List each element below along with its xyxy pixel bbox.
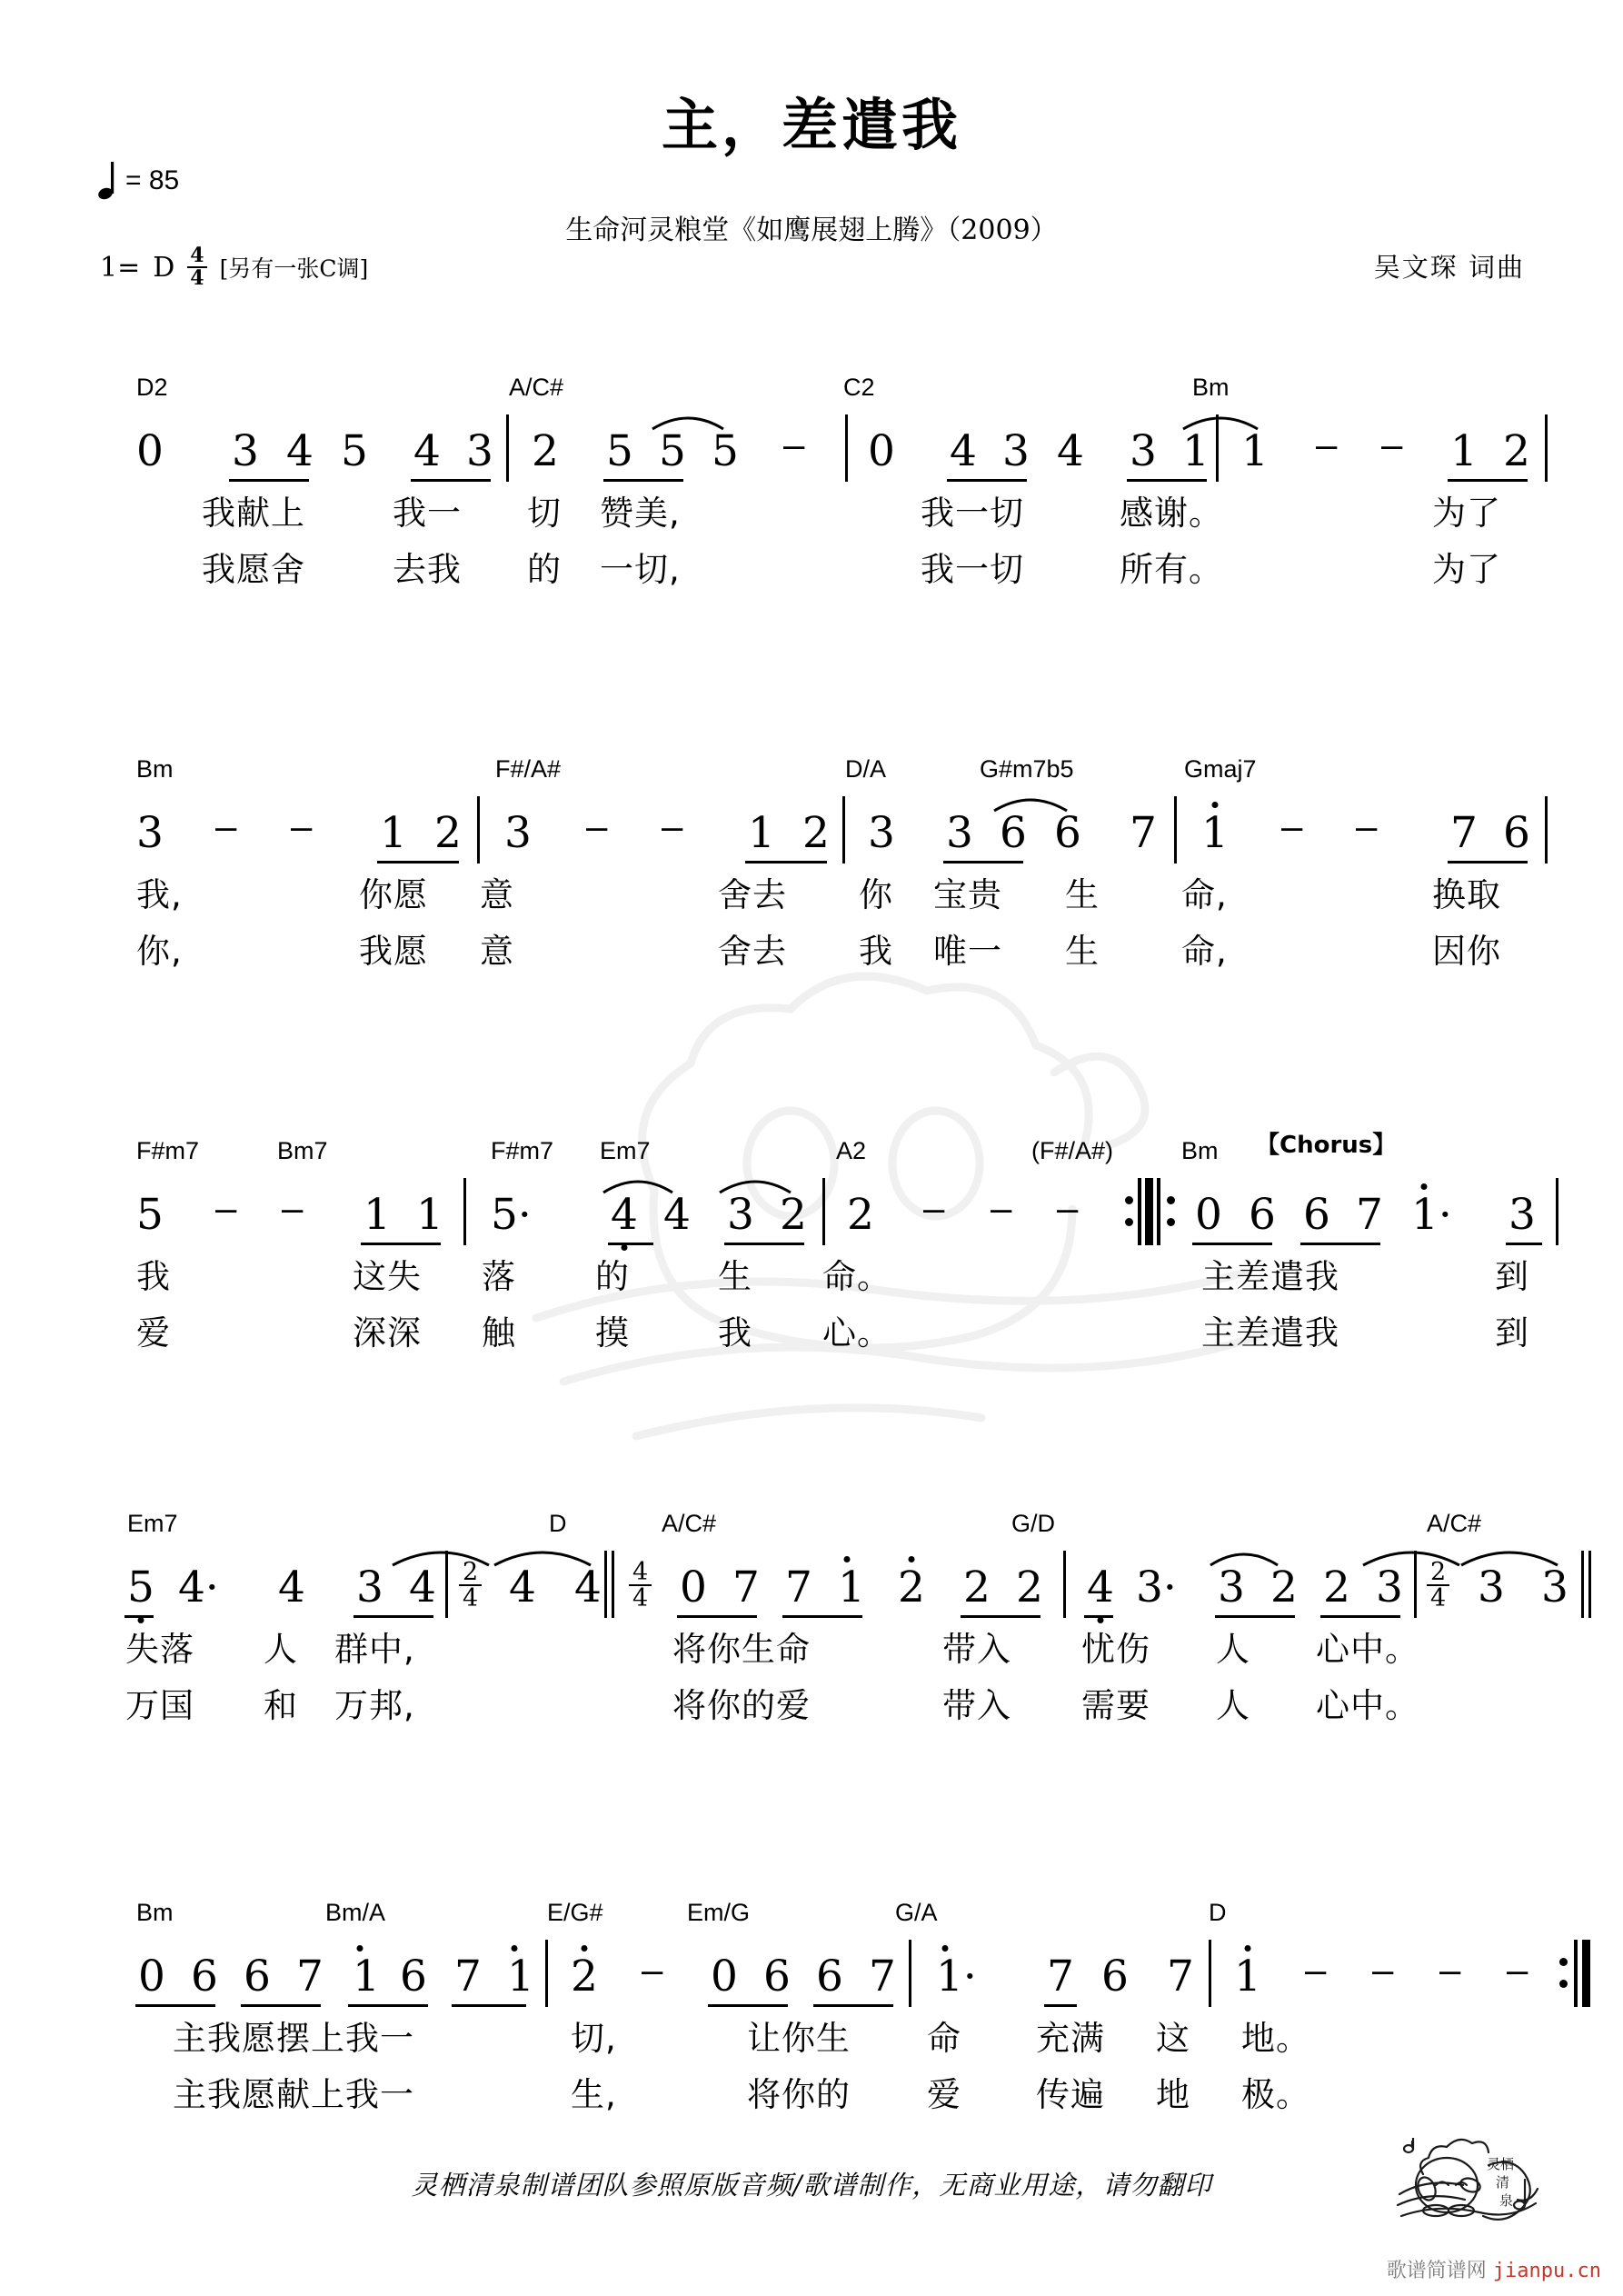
- note: 3: [727, 1190, 754, 1240]
- note: –: [1439, 1948, 1461, 1991]
- note: 1: [380, 808, 407, 858]
- lyric: 万邦,: [334, 1686, 415, 1725]
- lyric: 意: [480, 932, 514, 971]
- page-title: 主，差遣我: [661, 92, 961, 158]
- note: –: [1372, 1948, 1394, 1991]
- note: –: [1305, 1948, 1327, 1991]
- note: 3: [1218, 1562, 1245, 1612]
- note: –: [923, 1186, 945, 1229]
- lyric: 的: [527, 550, 562, 589]
- time-signature-numerator: 2: [1427, 1560, 1449, 1586]
- note: [127, 1562, 154, 1612]
- lyric: 我献上: [202, 494, 305, 533]
- note: 6: [1101, 1952, 1129, 2002]
- lyric: 你,: [136, 932, 183, 971]
- system-3: [0, 1127, 1623, 1362]
- note: 6: [1054, 808, 1081, 858]
- time-signature-denominator: 4: [190, 266, 204, 291]
- lyric: 深深: [353, 1313, 422, 1353]
- chord-symbol: Bm: [136, 755, 174, 783]
- note: 1: [1241, 426, 1269, 476]
- time-signature-denominator: 4: [463, 1584, 479, 1612]
- system-2: [0, 745, 1623, 980]
- lyric: 生,: [571, 2075, 617, 2114]
- note: 4: [663, 1190, 691, 1240]
- lyric-row-2: [0, 2067, 1623, 2123]
- note: 6: [763, 1952, 791, 2002]
- chord-symbol: Gmaj7: [1184, 755, 1257, 783]
- note-digit: 4: [611, 1190, 638, 1240]
- time-signature-numerator: 4: [629, 1560, 652, 1586]
- lyric: 生: [1065, 932, 1100, 971]
- lyric: 爱: [136, 1313, 171, 1353]
- chord-symbol: D: [1209, 1899, 1227, 1926]
- quarter-note-icon: [98, 160, 118, 202]
- lyric: 唯一: [933, 932, 1002, 971]
- note: 3·: [1136, 1562, 1177, 1612]
- note: 7: [1356, 1190, 1383, 1240]
- lyric: 我一切: [921, 494, 1024, 533]
- note: 2: [434, 808, 462, 858]
- note: 6: [1249, 1190, 1276, 1240]
- note: 7: [869, 1952, 896, 2002]
- lyric-row-1: [0, 485, 1623, 542]
- lyric: 意: [480, 875, 514, 914]
- note-row: [0, 1927, 1623, 2011]
- lyric: 宝贵: [933, 875, 1002, 914]
- note-digit: 1·: [1411, 1190, 1452, 1240]
- lyric: 极。: [1241, 2075, 1310, 2114]
- lyric: 万国: [125, 1686, 194, 1725]
- composer-credit: 吴文琛 词曲: [1373, 252, 1525, 283]
- note: 2: [963, 1562, 991, 1612]
- note: 3: [356, 1562, 383, 1612]
- chord-row: [0, 1127, 1623, 1165]
- note: 2: [780, 1190, 807, 1240]
- lyric: 爱: [927, 2075, 961, 2114]
- double-barline-icon: [604, 1551, 621, 1618]
- note: [353, 1952, 380, 2002]
- lyric: 换取: [1432, 875, 1501, 914]
- note: 5: [136, 1190, 164, 1240]
- note: –: [1057, 1186, 1079, 1229]
- note: 4: [413, 426, 441, 476]
- note: 2: [1016, 1562, 1043, 1612]
- note: –: [1381, 423, 1403, 465]
- note: [898, 1562, 925, 1612]
- lyric: 我: [859, 932, 893, 971]
- note: 3: [1508, 1190, 1536, 1240]
- lyric: 这: [1156, 2019, 1190, 2058]
- lyric-row-1: [0, 2011, 1623, 2067]
- chord-symbol: Bm: [136, 1899, 174, 1926]
- site-watermark: [1387, 2255, 1601, 2283]
- note: –: [291, 804, 313, 847]
- chord-symbol: G/D: [1011, 1510, 1056, 1537]
- chord-symbol: Bm/A: [325, 1899, 386, 1926]
- key-value: D: [153, 251, 175, 284]
- note: 3: [232, 426, 259, 476]
- chord-symbol: Em/G: [687, 1899, 751, 1926]
- time-signature-inline: [629, 1560, 652, 1611]
- note: 3: [868, 808, 895, 858]
- note-digit: 1: [1234, 1952, 1261, 2002]
- note: 0: [711, 1952, 738, 2002]
- chord-symbol: A/C#: [662, 1510, 717, 1537]
- lyric: 你: [859, 875, 893, 914]
- lyric: 到: [1495, 1257, 1529, 1296]
- lyric: 摸: [595, 1313, 630, 1353]
- note-row: [0, 402, 1623, 485]
- note-digit: 4: [1087, 1562, 1114, 1612]
- note: 7: [732, 1562, 760, 1612]
- time-signature-denominator: 4: [1430, 1584, 1447, 1612]
- lyric-row-1: [0, 1249, 1623, 1305]
- note: 4: [509, 1562, 536, 1612]
- chord-row: [0, 1889, 1623, 1927]
- chorus-label: 【Chorus】: [1256, 1132, 1397, 1159]
- note: 3: [1130, 426, 1157, 476]
- note: [1201, 808, 1229, 858]
- note: –: [586, 804, 608, 847]
- lyric: 带入: [942, 1686, 1011, 1725]
- lyric: 我,: [136, 875, 183, 914]
- lyric: 我: [136, 1257, 171, 1296]
- lyric: 将你的爱: [672, 1686, 811, 1725]
- note: 7: [1450, 808, 1478, 858]
- lyric: 一切,: [600, 550, 681, 589]
- lyric: 人: [1216, 1686, 1250, 1725]
- lyric: 这失: [353, 1257, 422, 1296]
- system-1: [0, 364, 1623, 598]
- lyric: 主我愿献上我一: [173, 2075, 414, 2114]
- note-row: [0, 1165, 1623, 1249]
- note: 4·: [178, 1562, 219, 1612]
- note-row: [0, 1538, 1623, 1622]
- note: [936, 1952, 977, 2002]
- lyric: 将你的: [747, 2075, 851, 2114]
- note: [1411, 1190, 1452, 1240]
- note-row: [0, 784, 1623, 867]
- note: [571, 1952, 598, 2002]
- note: 7: [1167, 1952, 1194, 2002]
- page-subtitle: 生命河灵粮堂《如鹰展翅上腾》（2009）: [565, 215, 1058, 246]
- lyric: 舍去: [718, 875, 787, 914]
- lyric: 舍去: [718, 932, 787, 971]
- lyric: 生: [1065, 875, 1100, 914]
- chord-symbol: G#m7b5: [980, 755, 1074, 783]
- chord-symbol: F#/A#: [495, 755, 562, 783]
- note: –: [215, 804, 237, 847]
- note: –: [642, 1948, 663, 1991]
- time-signature-numerator: 2: [459, 1560, 482, 1586]
- system-4: [0, 1500, 1623, 1734]
- lyric: 去我: [393, 550, 462, 589]
- note: 4: [1057, 426, 1084, 476]
- note-digit: 1: [838, 1562, 865, 1612]
- note-digit: 1: [1201, 808, 1229, 858]
- note: 3: [1541, 1562, 1568, 1612]
- lyric: 感谢。: [1120, 494, 1223, 533]
- chord-symbol: A2: [836, 1137, 867, 1164]
- time-signature-numerator: 4: [187, 245, 206, 268]
- chord-symbol: D: [549, 1510, 567, 1537]
- note: 0: [136, 426, 164, 476]
- lyric: 生: [718, 1257, 752, 1296]
- lyric: 人: [1216, 1630, 1250, 1669]
- lyric: 将你生命: [672, 1630, 811, 1669]
- copyright-note: 灵栖清泉制谱团队参照原版音频/歌谱制作，无商业用途，请勿翻印: [411, 2170, 1212, 2201]
- note-digit: 2: [898, 1562, 925, 1612]
- lyric: 命。: [822, 1257, 891, 1296]
- lyric-row-2: [0, 1305, 1623, 1362]
- lyric: 命,: [1181, 875, 1228, 914]
- note: 6: [1503, 808, 1530, 858]
- lyric: 切: [527, 494, 562, 533]
- lyric: 命: [927, 2019, 961, 2058]
- note-digit: 2: [571, 1952, 598, 2002]
- note: 3: [466, 426, 493, 476]
- note: 1: [416, 1190, 443, 1240]
- lyric: 触: [482, 1313, 516, 1353]
- note: 6: [191, 1952, 218, 2002]
- note: 2: [847, 1190, 874, 1240]
- note: –: [662, 804, 683, 847]
- key-signature-line: [100, 245, 368, 289]
- logo-text-2: 清: [1496, 2174, 1510, 2191]
- note: 4: [286, 426, 314, 476]
- note: 3: [136, 808, 164, 858]
- note: –: [1316, 423, 1338, 465]
- time-signature-denominator: 4: [632, 1584, 649, 1612]
- lyric: 我: [718, 1313, 752, 1353]
- lyric: 地。: [1241, 2019, 1310, 2058]
- note: –: [1507, 1948, 1528, 1991]
- note: 0: [680, 1562, 707, 1612]
- lyric: 带入: [942, 1630, 1011, 1669]
- note: 6: [1303, 1190, 1330, 1240]
- note-digit: 1: [507, 1952, 534, 2002]
- note: 1: [1182, 426, 1210, 476]
- note-digit: 1·: [936, 1952, 977, 2002]
- tempo-marking: [98, 160, 179, 202]
- note: 5: [341, 426, 368, 476]
- note: 5: [659, 426, 686, 476]
- chord-symbol: A/C#: [509, 374, 564, 401]
- lyric: 人: [264, 1630, 298, 1669]
- note: 5: [712, 426, 739, 476]
- note: 0: [138, 1952, 165, 2002]
- lyric: 群中,: [334, 1630, 415, 1669]
- note: 1: [1450, 426, 1478, 476]
- repeat-barline-icon: [1125, 1178, 1176, 1245]
- lyric-row-1: [0, 1622, 1623, 1678]
- note: [838, 1562, 865, 1612]
- note: 3: [504, 808, 532, 858]
- lyric: 为了: [1432, 550, 1501, 589]
- lyric: 心。: [822, 1313, 891, 1353]
- note: 3: [1002, 426, 1030, 476]
- note: [507, 1952, 534, 2002]
- note: [611, 1190, 638, 1240]
- note: 5: [606, 426, 633, 476]
- lyric-row-2: [0, 1678, 1623, 1734]
- lyric: 为了: [1432, 494, 1501, 533]
- lyric: 到: [1495, 1313, 1529, 1353]
- chord-symbol: F#m7: [491, 1137, 554, 1164]
- chord-symbol: Bm7: [277, 1137, 328, 1164]
- site-label: 歌谱简谱网: [1386, 2260, 1487, 2282]
- note: 7: [296, 1952, 324, 2002]
- note: 7: [454, 1952, 482, 2002]
- lyric: 心中。: [1316, 1686, 1419, 1725]
- lyric: 我愿: [359, 932, 428, 971]
- lyric: 主差遣我: [1201, 1313, 1339, 1353]
- note: 2: [1323, 1562, 1350, 1612]
- chord-symbol: Em7: [600, 1137, 651, 1164]
- note: 3: [1376, 1562, 1403, 1612]
- logo-text-3: 泉: [1499, 2192, 1514, 2209]
- note: 6: [816, 1952, 843, 2002]
- note: –: [783, 423, 805, 465]
- chord-symbol: Bm: [1192, 374, 1230, 401]
- time-signature-inline: [459, 1560, 482, 1611]
- lyric: 赞美,: [600, 494, 681, 533]
- site-domain: jianpu.cn: [1492, 2260, 1601, 2282]
- lyric: 失落: [125, 1630, 194, 1669]
- chord-symbol: A/C#: [1427, 1510, 1482, 1537]
- lyric: 的: [595, 1257, 630, 1296]
- lyric: 我一切: [921, 550, 1024, 589]
- note: 6: [400, 1952, 427, 2002]
- note: 4: [409, 1562, 436, 1612]
- lyric-row-2: [0, 923, 1623, 980]
- chord-symbol: E/G#: [547, 1899, 603, 1926]
- note: –: [282, 1186, 304, 1229]
- chord-row: [0, 745, 1623, 784]
- key-prefix: 1=: [100, 251, 141, 284]
- chord-symbol: Bm: [1181, 1137, 1219, 1164]
- note: 0: [1195, 1190, 1222, 1240]
- chord-symbol: Em7: [127, 1510, 178, 1537]
- lyric: 和: [264, 1686, 298, 1725]
- alt-key-note: [另有一张C调]: [219, 255, 369, 283]
- note: 7: [1130, 808, 1157, 858]
- note: 7: [785, 1562, 812, 1612]
- chord-symbol: F#m7: [136, 1137, 200, 1164]
- note: 7: [1047, 1952, 1074, 2002]
- note-digit: 1: [353, 1952, 380, 2002]
- lyric: 心中。: [1316, 1630, 1419, 1669]
- note: 4: [278, 1562, 305, 1612]
- note: 1: [363, 1190, 391, 1240]
- note: –: [1356, 804, 1378, 847]
- time-signature: [187, 245, 206, 289]
- lyric: 主差遣我: [1201, 1257, 1339, 1296]
- lyric: 我愿舍: [202, 550, 305, 589]
- lyric: 切,: [571, 2019, 617, 2058]
- note: 6: [244, 1952, 271, 2002]
- note: 4: [574, 1562, 602, 1612]
- note: 5·: [491, 1190, 532, 1240]
- lyric: 地: [1156, 2075, 1190, 2114]
- lingxi-qingquan-logo: [1390, 2138, 1563, 2247]
- system-5: [0, 1889, 1623, 2123]
- note: 6: [1000, 808, 1027, 858]
- note: 2: [532, 426, 559, 476]
- note: –: [991, 1186, 1012, 1229]
- note: 2: [1503, 426, 1530, 476]
- tempo-value: = 85: [125, 165, 180, 195]
- note: 2: [1270, 1562, 1298, 1612]
- note: 0: [868, 426, 895, 476]
- note: –: [1281, 804, 1303, 847]
- note: [1234, 1952, 1261, 2002]
- chord-row: [0, 364, 1623, 402]
- lyric: 你愿: [359, 875, 428, 914]
- lyric-row-1: [0, 867, 1623, 923]
- lyric-row-2: [0, 542, 1623, 598]
- chord-symbol: (F#/A#): [1031, 1137, 1114, 1164]
- lyric: 我一: [393, 494, 462, 533]
- lyric: 充满: [1036, 2019, 1105, 2058]
- lyric: 因你: [1432, 932, 1501, 971]
- lyric: 忧伤: [1081, 1630, 1150, 1669]
- double-barline-icon: [1581, 1551, 1598, 1618]
- lyric: 命,: [1181, 932, 1228, 971]
- lyric: 主我愿摆上我一: [173, 2019, 414, 2058]
- note: 1: [748, 808, 775, 858]
- lyric: 让你生: [747, 2019, 851, 2058]
- note: 2: [802, 808, 830, 858]
- lyric: 落: [482, 1257, 516, 1296]
- lyric: 需要: [1081, 1686, 1150, 1725]
- chord-symbol: D/A: [845, 755, 887, 783]
- repeat-end-barline-icon: [1559, 1940, 1598, 2007]
- chord-row: [0, 1500, 1623, 1538]
- logo-text-1: 灵栖: [1487, 2156, 1515, 2172]
- chord-symbol: G/A: [895, 1899, 938, 1926]
- note: 3: [1478, 1562, 1505, 1612]
- chord-symbol: D2: [136, 374, 168, 401]
- note: –: [215, 1186, 237, 1229]
- lyric: 传遍: [1036, 2075, 1105, 2114]
- note: 3: [946, 808, 973, 858]
- lyric: 所有。: [1120, 550, 1223, 589]
- note-digit: 5: [127, 1562, 154, 1612]
- chord-symbol: C2: [843, 374, 875, 401]
- note: [1087, 1562, 1114, 1612]
- note: 4: [950, 426, 977, 476]
- time-signature-inline: [1427, 1560, 1449, 1611]
